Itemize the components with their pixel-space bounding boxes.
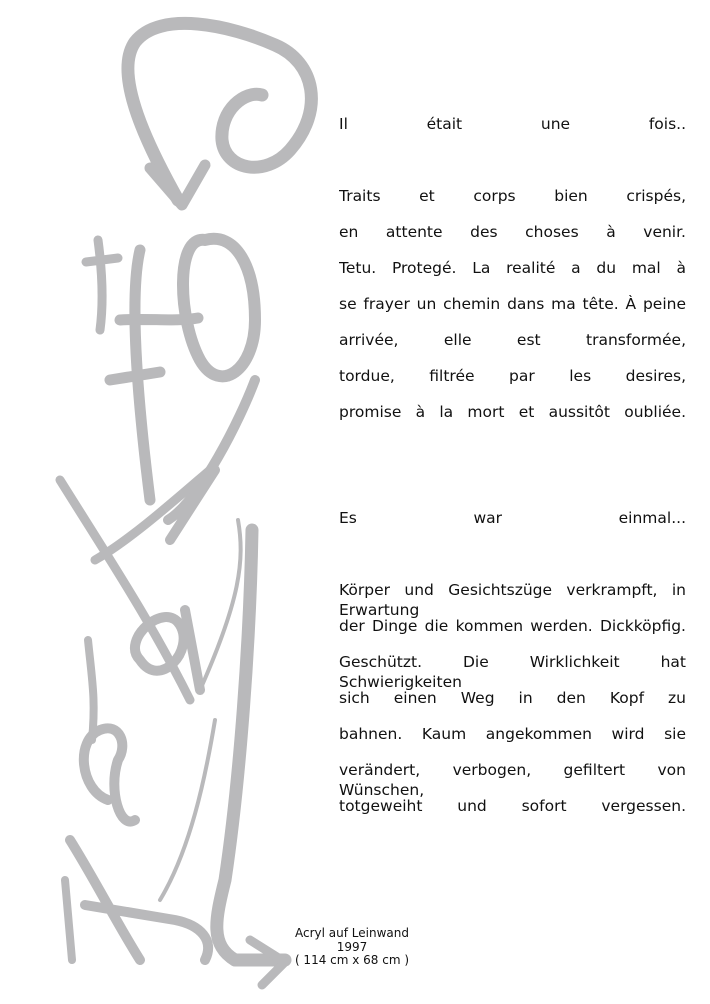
french-line-2: en attente des choses à venir. [339, 223, 686, 241]
brush-stroke-bottom-vertical [65, 880, 72, 960]
french-line-6: tordue, filtrée par les desires, [339, 367, 686, 385]
german-heading: Es war einmal... [339, 509, 686, 527]
brush-scratch-2 [160, 720, 215, 900]
german-line-7: totgeweiht und sofort vergessen. [339, 797, 686, 815]
brush-scratch-1 [200, 520, 241, 690]
artwork-caption [282, 927, 422, 968]
french-line-5: arrivée, elle est transformée, [339, 331, 686, 349]
german-line-1: Körper und Gesichtszüge verkrampft, in Erwartung [339, 581, 686, 619]
brush-stroke-left-i [88, 640, 94, 740]
caption-size: ( 114 cm x 68 cm ) [294, 953, 410, 967]
french-heading: Il était une fois.. [339, 115, 686, 133]
german-line-4: sich einen Weg in den Kopf zu [339, 689, 686, 707]
german-line-2: der Dinge die kommen werden. Dickköpfig. [339, 617, 686, 635]
calligraphy-artwork [0, 0, 330, 1004]
brush-stroke-bottom-angle [217, 530, 285, 960]
german-line-6: verändert, verbogen, gefiltert von Wünschen, [339, 761, 686, 799]
french-line-1: Traits et corps bien crispés, [339, 187, 686, 205]
caption-year: 1997 [336, 939, 368, 954]
caption-medium: Acryl auf Leinwand [295, 926, 409, 940]
brush-stroke-seven [168, 380, 255, 540]
brush-stroke-t [86, 240, 118, 330]
brush-stroke-oval [183, 239, 255, 377]
french-line-3: Tetu. Protegé. La realité a du mal à [339, 259, 686, 277]
brush-stroke-arrow-head [150, 165, 205, 205]
german-line-5: bahnen. Kaum angekommen wird sie [339, 725, 686, 743]
german-line-3: Geschützt. Die Wirklichkeit hat Schwierigkeiten [339, 653, 686, 691]
french-line-4: se frayer un chemin dans ma tête. À peine [339, 295, 686, 313]
brush-stroke-bottom-left [70, 840, 208, 960]
french-line-7: promise à la mort et aussitôt oubliée. [339, 403, 686, 421]
